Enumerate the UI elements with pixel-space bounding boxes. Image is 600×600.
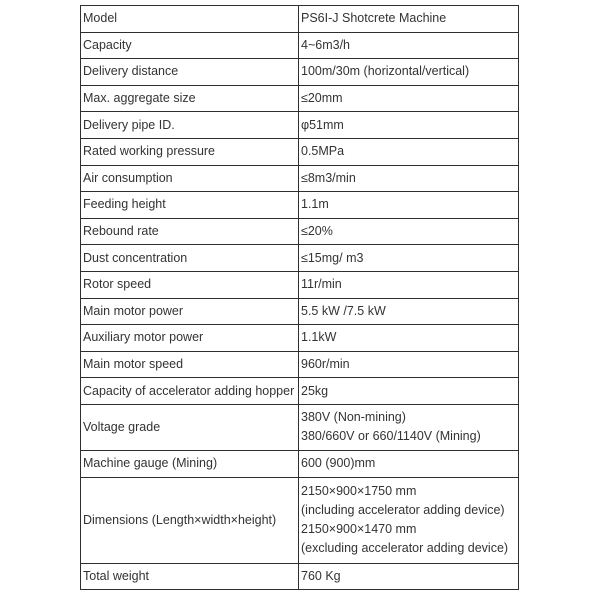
spec-row: [81, 165, 519, 192]
spec-value-line: 1.1kW: [301, 330, 337, 345]
spec-row: [81, 450, 519, 477]
spec-value-line: ≤15mg/ m3: [301, 250, 364, 265]
spec-value-cell: [299, 450, 519, 477]
spec-value-cell: [299, 325, 519, 352]
spec-row: [81, 477, 519, 563]
spec-row: [81, 138, 519, 165]
spec-value-cell: [299, 351, 519, 378]
spec-value-line: 1.1m: [301, 197, 329, 212]
spec-param-cell: Main motor power: [81, 298, 299, 325]
spec-param-cell: Feeding height: [81, 192, 299, 219]
spec-param-cell: Capacity of accelerator adding hopper: [81, 378, 299, 405]
spec-row: [81, 378, 519, 405]
spec-param-cell: Delivery pipe ID.: [81, 112, 299, 139]
spec-row: [81, 563, 519, 590]
spec-table: [80, 5, 519, 590]
spec-row: [81, 218, 519, 245]
spec-param-cell: Rotor speed: [81, 271, 299, 298]
spec-value-cell: [299, 271, 519, 298]
spec-value-line: 960r/min: [301, 357, 350, 372]
spec-row: [81, 59, 519, 86]
spec-value-line: PS6I-J Shotcrete Machine: [301, 11, 447, 26]
spec-value-line: 380/660V or 660/1140V (Mining): [301, 429, 481, 444]
spec-param-cell: Dimensions (Length×width×height): [81, 477, 299, 563]
spec-value-line: (excluding accelerator adding device): [301, 541, 509, 555]
spec-param-cell: Dust concentration: [81, 245, 299, 272]
spec-value-line: φ51mm: [301, 117, 344, 132]
spec-value-cell: [299, 298, 519, 325]
spec-value-line: ≤20mm: [301, 91, 343, 106]
spec-row: [81, 404, 519, 450]
spec-param-cell: Machine gauge (Mining): [81, 450, 299, 477]
spec-param-cell: Total weight: [81, 563, 299, 590]
spec-value-line: 760 Kg: [301, 568, 341, 583]
spec-value-line: 5.5 kW /7.5 kW: [301, 303, 386, 318]
spec-value-cell: [299, 218, 519, 245]
spec-row: [81, 85, 519, 112]
spec-value-line: 2150×900×1750 mm: [301, 484, 417, 498]
spec-table-body: [81, 6, 519, 590]
spec-row: [81, 112, 519, 139]
spec-row: [81, 32, 519, 59]
spec-value-cell: [299, 378, 519, 405]
spec-param-cell: Air consumption: [81, 165, 299, 192]
spec-value-cell: [299, 245, 519, 272]
spec-value-line: 600 (900)mm: [301, 456, 376, 471]
spec-value-cell: [299, 563, 519, 590]
spec-row: [81, 351, 519, 378]
spec-row: [81, 325, 519, 352]
spec-value-line: 25kg: [301, 383, 329, 398]
spec-value-cell: [299, 6, 519, 33]
spec-param-cell: Auxiliary motor power: [81, 325, 299, 352]
spec-value-line: 2150×900×1470 mm: [301, 522, 417, 536]
spec-row: [81, 192, 519, 219]
spec-param-cell: Rated working pressure: [81, 138, 299, 165]
spec-value-line: (including accelerator adding device): [301, 503, 505, 517]
spec-param-cell: Delivery distance: [81, 59, 299, 86]
spec-row: [81, 271, 519, 298]
spec-value-cell: [299, 404, 519, 450]
spec-param-cell: Max. aggregate size: [81, 85, 299, 112]
spec-value-cell: [299, 85, 519, 112]
spec-value-line: ≤8m3/min: [301, 170, 356, 185]
spec-value-line: ≤20%: [301, 224, 333, 239]
spec-param-cell: Rebound rate: [81, 218, 299, 245]
spec-value-line: 11r/min: [301, 277, 342, 292]
spec-value-cell: [299, 32, 519, 59]
spec-value-line: 380V (Non-mining): [301, 410, 406, 425]
spec-row: [81, 245, 519, 272]
spec-value-cell: [299, 112, 519, 139]
spec-value-cell: [299, 138, 519, 165]
spec-value-line: 100m/30m (horizontal/vertical): [301, 64, 470, 79]
spec-value-line: 4~6m3/h: [301, 37, 350, 52]
spec-value-line: 0.5MPa: [301, 144, 345, 159]
spec-row: [81, 298, 519, 325]
spec-param-cell: Voltage grade: [81, 404, 299, 450]
spec-param-cell: Model: [81, 6, 299, 33]
spec-param-cell: Main motor speed: [81, 351, 299, 378]
spec-value-cell: [299, 165, 519, 192]
spec-param-cell: Capacity: [81, 32, 299, 59]
spec-value-cell: [299, 477, 519, 563]
spec-value-cell: [299, 192, 519, 219]
spec-row: [81, 6, 519, 33]
spec-value-cell: [299, 59, 519, 86]
